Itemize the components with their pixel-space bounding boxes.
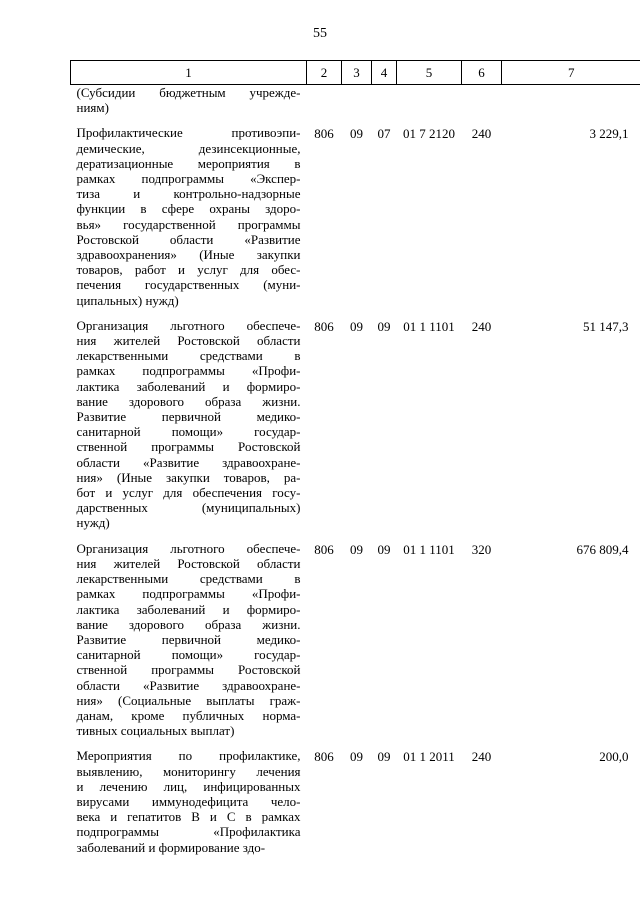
row-spacer [71,738,640,748]
col-header-4: 4 [372,61,397,85]
page-number: 55 [313,26,327,41]
amount: 3 229,1 [589,126,629,142]
table-row [71,541,640,739]
row-description: Организация льготного обеспече- ния жителей Ростовской области лекарственными средствами в рамках подпрограммы «Профи- лактика заболеваний и формиро- вание здорового образа жизни. Развитие первичной медико- санитарной помощи» государ- ственной программы Ростовской области «Развитие здравоохране- ния» (Социальные выплаты граж- данам, кроме публичных норма- тивных социальных выплат) [76,540,301,739]
table-row [71,318,640,531]
amount: 51 147,3 [583,318,629,334]
code-subsection [372,85,397,116]
table-row [71,748,640,854]
row-description: Организация льготного обеспече- ния жителей Ростовской области лекарственными средствами в рамках подпрограммы «Профи- лактика заболеваний и формиро- вание здорового образа жизни. Развитие первичной медико- санитарной помощи» государ- ственной программы Ростовской области «Развитие здравоохране- ния» (Иные закупки товаров, ра- бот и услуг для обеспечения госу- дарственных (муниципальных) нужд) [76,317,301,531]
code-type: 240 [471,126,492,142]
code-section: 09 [350,541,363,557]
code-target [397,85,462,116]
row-description: (Субсидии бюджетным учрежде- ниям) [76,85,301,116]
code-subsection: 09 [377,541,391,557]
code-ministry: 806 [314,318,334,334]
code-target: 01 1 1101 [403,318,455,334]
table-row [71,85,640,116]
code-ministry: 806 [314,541,334,557]
col-header-3: 3 [342,61,372,85]
code-section: 09 [350,749,363,765]
code-section [342,85,372,116]
code-type: 240 [471,318,492,334]
code-ministry: 806 [314,126,334,142]
amount [502,85,640,116]
code-ministry: 806 [314,749,334,765]
code-target: 01 1 2011 [403,749,455,765]
col-header-5: 5 [397,61,462,85]
code-subsection: 09 [377,318,391,334]
row-spacer [71,115,640,125]
table-row [71,125,640,307]
row-spacer [71,531,640,541]
row-spacer [71,308,640,318]
code-ministry [307,85,342,116]
amount: 676 809,4 [576,541,629,557]
code-target: 01 7 2120 [403,126,455,142]
amount: 200,0 [599,749,629,765]
code-type: 320 [471,541,492,557]
header-row [71,61,640,85]
code-section: 09 [350,126,363,142]
col-header-7: 7 [502,61,640,85]
budget-table [70,60,640,855]
code-target: 01 1 1101 [403,541,455,557]
code-subsection: 07 [377,126,391,142]
col-header-6: 6 [462,61,502,85]
row-description: Мероприятия по профилактике, выявлению, мониторингу лечения и лечению лиц, инфицированных вирусами иммунодефицита чело- века и гепатитов В и С в рамках подпрограммы «Профилактика заболеваний и формирование здо- [76,748,301,855]
col-header-1: 1 [71,61,307,85]
code-type: 240 [471,749,492,765]
code-section: 09 [350,318,363,334]
row-description: Профилактические противоэпи- демические, дезинсекционные, дератизационные мероприятия в рамках подпрограммы «Экспер- тиза и контрольно-надзорные функции в сфере охраны здоро- вья» государственной программы Ростовской области «Развитие здравоохранения» (Иные закупки товаров, работ и услуг для обес- печения государственных (муни- ципальных) нужд) [76,125,301,308]
code-subsection: 09 [377,749,391,765]
code-type [462,85,502,116]
col-header-2: 2 [307,61,342,85]
